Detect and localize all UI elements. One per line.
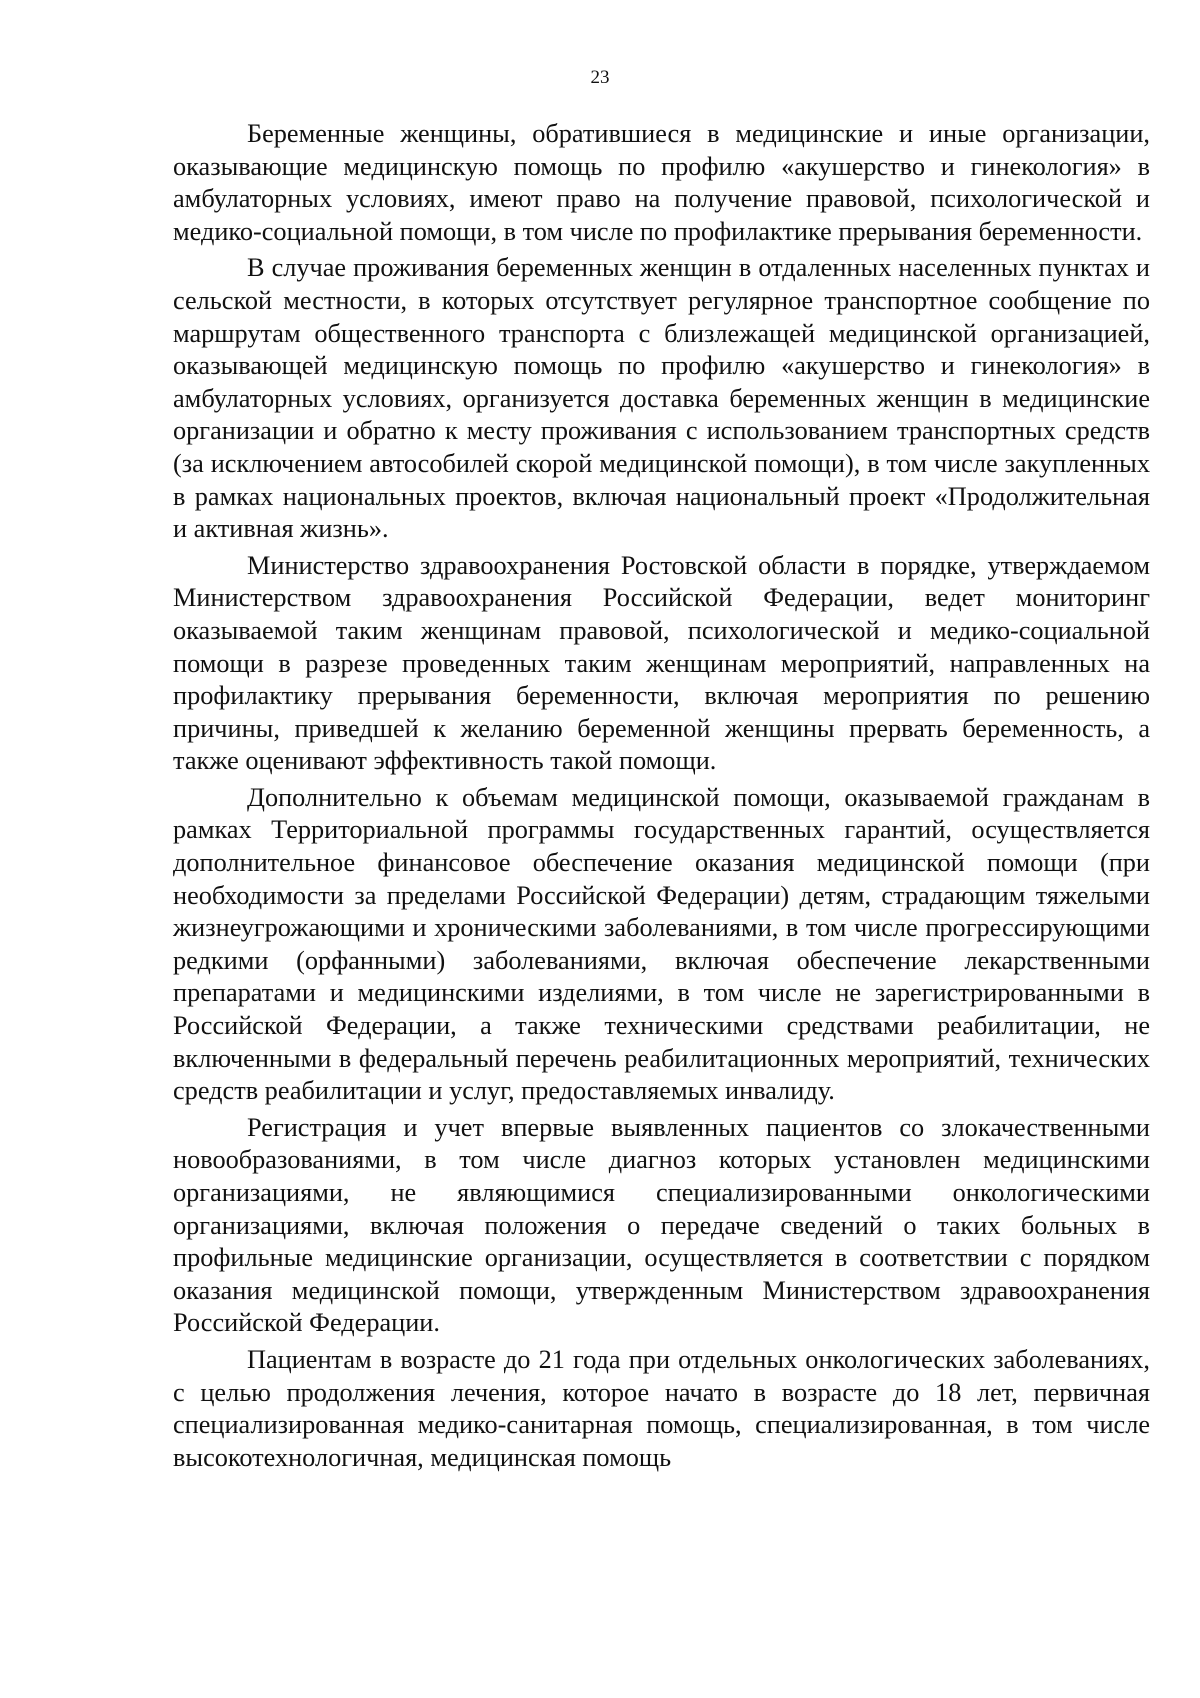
paragraph-pregnant-women-rights: Беременные женщины, обратившиеся в медицинские и иные организации, оказывающие медицинскую помощь по профилю «акушерство и гинекология» в амбулаторных условиях, имеют право на получение правовой, психологической и медико-социальной помощи, в том числе по профилактике прерывания беременности. xyxy=(173,119,1150,246)
paragraph-transport-delivery: В случае проживания беременных женщин в отдаленных населенных пунктах и сельской местности, в которых отсутствует регулярное транспортное сообщение по маршрутам общественного транспорта с близлежащей медицинской организацией, оказывающей медицинскую помощь по профилю «акушерство и гинекология» в амбулаторных условиях, организуется доставка беременных женщин в медицинские организации и обратно к месту проживания с использованием транспортных средств (за исключением автособилей скорой медицинской помощи), в том числе закупленных в рамках национальных проектов, включая национальный проект «Продолжительная и активная жизнь». xyxy=(173,253,1150,544)
paragraph-ministry-monitoring: Министерство здравоохранения Ростовской области в порядке, утверждаемом Министерством здравоохранения Российской Федерации, ведет мониторинг оказываемой таким женщинам правовой, психологической и медико-социальной помощи в разрезе проведенных таким женщинам мероприятий, направленных на профилактику прерывания беременности, включая мероприятия по решению причины, приведшей к желанию беременной женщины прервать беременность, а также оценивают эффективность такой помощи. xyxy=(173,550,1150,776)
page-number: 23 xyxy=(590,67,610,88)
document-body xyxy=(173,118,1150,1478)
paragraph-oncology-registration: Регистрация и учет впервые выявленных пациентов со злокачественными новообразованиями, в том числе диагноз которых установлен медицинскими организациями, не являющимися специализированными онкологическими организациями, включая положения о передаче сведений о таких больных в профильные медицинские организации, осуществляется в соответствии с порядком оказания медицинской помощи, утвержденным Министерством здравоохранения Российской Федерации. xyxy=(173,1112,1150,1338)
paragraph-additional-financing: Дополнительно к объемам медицинской помощи, оказываемой гражданам в рамках Территориальной программы государственных гарантий, осуществляется дополнительное финансовое обеспечение оказания медицинской помощи (при необходимости за пределами Российской Федерации) детям, страдающим тяжелыми жизнеугрожающими и хроническими заболеваниями, в том числе прогрессирующими редкими (орфанными) заболеваниями, включая обеспечение лекарственными препаратами и медицинскими изделиями, в том числе не зарегистрированными в Российской Федерации, а также техническими средствами реабилитации, не включенными в федеральный перечень реабилитационных мероприятий, технических средств реабилитации и услуг, предоставляемых инвалиду. xyxy=(173,782,1150,1106)
paragraph-patients-under-21: Пациентам в возрасте до 21 года при отдельных онкологических заболеваниях, с целью продолжения лечения, которое начато в возрасте до 18 лет, первичная специализированная медико-санитарная помощь, специализированная, в том числе высокотехнологичная, медицинская помощь xyxy=(173,1344,1150,1472)
